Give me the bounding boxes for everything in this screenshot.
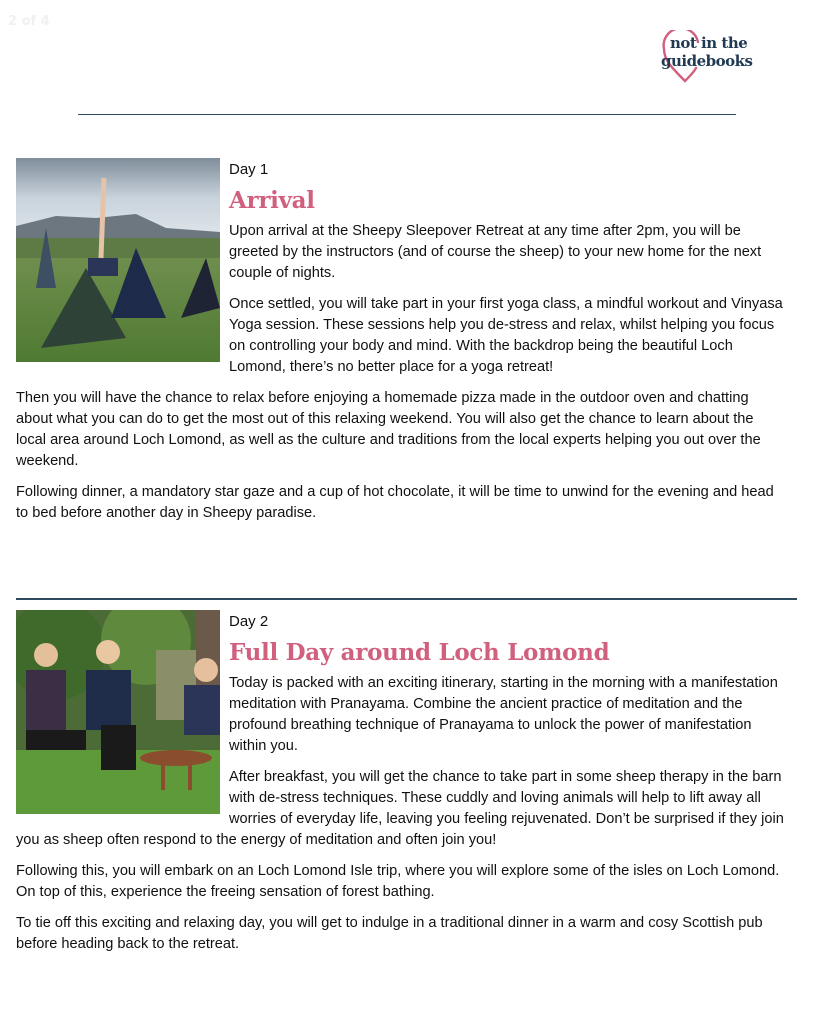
day1-paragraph: Then you will have the chance to relax before enjoying a homemade pizza made in the outdoor oven and chatting about what you can do to get the most out of this relaxing weekend. You will also get the chance to learn about the local area around Loch Lomond, as well as the culture and traditions from the local experts helping you out over the weekend. [16,390,761,469]
day2-paragraph: Following this, you will embark on an Loch Lomond Isle trip, where you will explore some of the isles on Loch Lomond. On top of this, experience the freeing sensation of forest bathing. [16,863,780,900]
section-divider [16,598,797,600]
day1-title: Arrival [229,187,315,214]
day2-paragraph: After breakfast, you will get the chance to take part in some sheep therapy in the barn with de-stress techniques. These cuddly and loving animals will help to lift away all worries of everyday life, leaving you feeling rejuvenated. Don’t be surprised if they join you as sheep often respond to the energy of meditation and often join you! [16,769,784,848]
day1-label: Day 1 [229,161,269,178]
day2-paragraph: To tie off this exciting and relaxing day, you will get to indulge in a traditional dinner in a warm and cosy Scottish pub before heading back to the retreat. [16,915,763,952]
day1-section [16,158,786,534]
day2-title: Full Day around Loch Lomond [229,639,610,666]
day2-paragraph: Today is packed with an exciting itinerary, starting in the morning with a manifestation meditation with Pranayama. Combine the ancient practice of meditation and the profound breathing technique of Pranayama to unlock the power of manifestation within you. [229,675,778,754]
day1-paragraph: Following dinner, a mandatory star gaze and a cup of hot chocolate, it will be time to unwind for the evening and head to bed before another day in Sheepy paradise. [16,484,774,521]
header-divider [78,114,736,115]
day1-paragraph: Upon arrival at the Sheepy Sleepover Retreat at any time after 2pm, you will be greeted by the instructors (and of course the sheep) to your new home for the next couple of nights. [229,223,762,281]
brand-logo [658,30,768,90]
day2-section [16,610,786,965]
logo-line2: guidebooks [661,52,753,70]
page-indicator: 2 of 4 [8,14,50,29]
day2-label: Day 2 [229,613,269,630]
day1-paragraph: Once settled, you will take part in your first yoga class, a mindful workout and Vinyasa Yoga session. These sessions help you de-stress and relax, whilst helping you focus on controlling your body and mind. With the backdrop being the beautiful Loch Lomond, there’s no better place for a yoga retreat! [229,296,783,375]
logo-line1: not in the [670,34,748,52]
